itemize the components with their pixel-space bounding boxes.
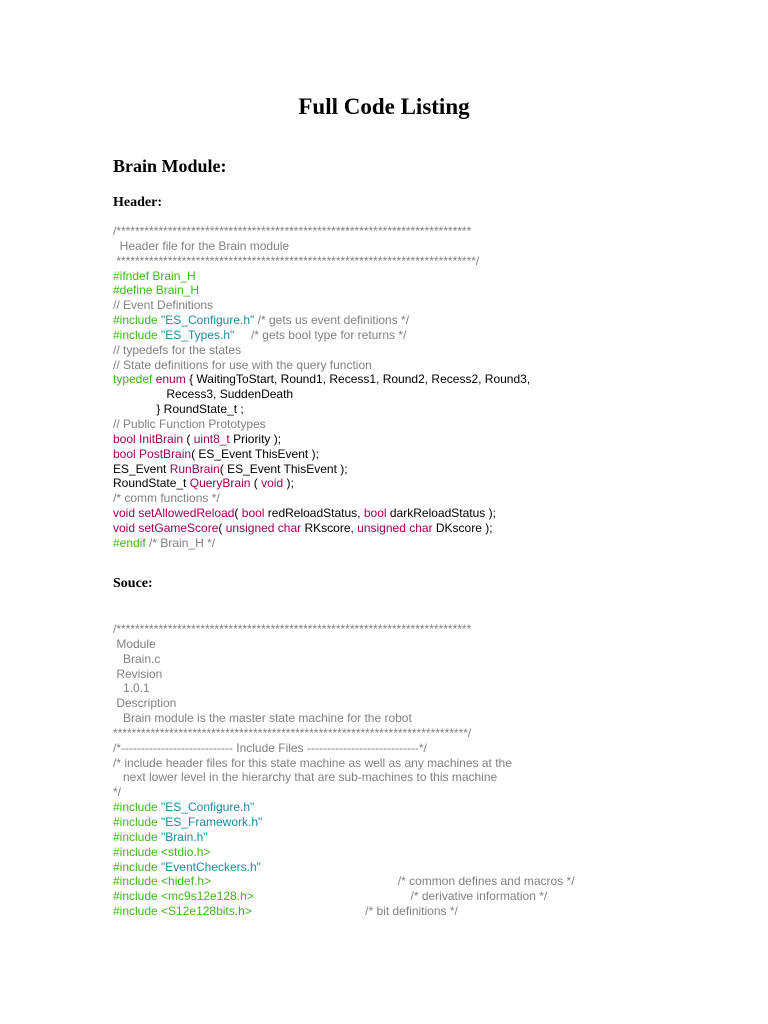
code-token: /**************************************************************************** — [113, 622, 472, 636]
code-line — [113, 889, 713, 904]
code-line — [113, 224, 713, 239]
code-token: } RoundState_t ; — [113, 402, 244, 417]
code-token: setGameScore — [138, 520, 219, 535]
code-token: /* Brain_H */ — [145, 535, 216, 550]
code-token: PostBrain — [139, 446, 192, 461]
code-line — [113, 417, 713, 432]
code-token: #include — [113, 859, 162, 874]
code-token: ( — [183, 431, 194, 446]
code-line — [113, 462, 713, 477]
code-line — [113, 491, 713, 506]
code-token: unsigned char — [357, 520, 433, 535]
code-token: enum — [155, 372, 186, 387]
code-token: typedef — [113, 372, 156, 387]
code-line — [113, 328, 713, 343]
code-token: #include <S12e128bits.h> — [113, 904, 252, 919]
code-token: #include — [113, 313, 162, 328]
header-code-block — [113, 224, 713, 551]
code-token: // typedefs for the states — [113, 342, 242, 357]
section-heading: Brain Module: — [113, 156, 227, 176]
code-token: "Brain.h" — [161, 829, 208, 844]
code-token: Priority ); — [229, 431, 282, 446]
code-token: */ — [113, 785, 122, 800]
code-token: #define Brain_H — [113, 283, 200, 298]
code-token: uint8_t — [193, 431, 230, 446]
source-subheading: Souce: — [113, 576, 153, 591]
code-token: InitBrain — [139, 431, 184, 446]
code-line — [113, 756, 713, 771]
code-token: void — [261, 476, 284, 491]
code-line — [113, 904, 713, 919]
code-token: #endif — [113, 535, 146, 550]
code-line — [113, 726, 713, 741]
code-token: Module — [113, 636, 156, 651]
code-token: /* include header files for this state machine as well as any machines at the — [113, 755, 512, 770]
code-line — [113, 343, 713, 358]
code-token: // State definitions for use with the query function — [113, 357, 372, 372]
code-line — [113, 254, 713, 269]
code-line — [113, 800, 713, 815]
code-token: Description — [113, 696, 177, 711]
code-token: #include <hidef.h> — [113, 874, 212, 889]
code-token: RunBrain — [169, 461, 220, 476]
code-token: darkReloadStatus ); — [386, 506, 496, 521]
code-token: /* derivative information */ — [253, 889, 548, 904]
code-token: // Event Definitions — [113, 298, 214, 313]
code-line — [113, 845, 713, 860]
code-line — [113, 815, 713, 830]
code-token: RKscore, — [301, 520, 358, 535]
code-token: QueryBrain — [189, 476, 251, 491]
code-line — [113, 860, 713, 875]
code-token: Recess3, SuddenDeath — [113, 387, 294, 402]
code-token: #include — [113, 829, 162, 844]
code-token: void — [113, 506, 136, 521]
code-line — [113, 506, 713, 521]
code-token: /* bit definitions */ — [251, 904, 458, 919]
code-line — [113, 652, 713, 667]
code-line — [113, 741, 713, 756]
code-token: "ES_Types.h" — [161, 327, 235, 342]
code-token: #include — [113, 327, 162, 342]
code-line — [113, 447, 713, 462]
code-line — [113, 874, 713, 889]
code-line — [113, 358, 713, 373]
code-line — [113, 387, 713, 402]
code-token: ); — [283, 476, 294, 491]
code-token: bool — [363, 506, 387, 521]
code-line — [113, 681, 713, 696]
code-line — [113, 711, 713, 726]
code-token: "EventCheckers.h" — [161, 859, 261, 874]
code-token: ( — [234, 506, 242, 521]
code-token: DKscore ); — [432, 520, 493, 535]
code-token: Brain.c — [113, 651, 161, 666]
code-line — [113, 298, 713, 313]
code-token: void — [113, 520, 136, 535]
code-line — [113, 622, 713, 637]
code-token: /* gets bool type for returns */ — [234, 327, 407, 342]
code-token: /*---------------------------- Include Files ----------------------------*/ — [113, 740, 427, 755]
code-line — [113, 432, 713, 447]
code-line — [113, 313, 713, 328]
code-token: setAllowedReload — [138, 506, 235, 521]
code-token: #include <stdio.h> — [113, 844, 211, 859]
code-token: 1.0.1 — [113, 681, 150, 696]
header-subheading: Header: — [113, 195, 162, 210]
code-line — [113, 476, 713, 491]
code-token: "ES_Configure.h" — [161, 313, 255, 328]
code-token: /* common defines and macros */ — [211, 874, 575, 889]
code-line — [113, 830, 713, 845]
code-line — [113, 770, 713, 785]
code-token: Brain module is the master state machine for the robot — [113, 711, 412, 726]
code-token: ****************************************************************************/ — [113, 725, 472, 740]
code-token: #include — [113, 800, 162, 815]
code-token: bool — [241, 506, 265, 521]
code-token: /**************************************************************************** — [113, 224, 472, 238]
code-token: "ES_Framework.h" — [161, 814, 263, 829]
code-token: ( — [218, 520, 226, 535]
code-token: next lower level in the hierarchy that are sub-machines to this machine — [113, 770, 498, 785]
code-token: /* gets us event definitions */ — [254, 313, 410, 328]
code-token: #include <mc9s12e128.h> — [113, 889, 254, 904]
code-line — [113, 372, 713, 387]
code-token: unsigned char — [225, 520, 302, 535]
code-line — [113, 667, 713, 682]
code-line — [113, 283, 713, 298]
page-title: Full Code Listing — [298, 94, 470, 119]
code-line — [113, 637, 713, 652]
code-token: #ifndef Brain_H — [113, 268, 196, 283]
code-line — [113, 269, 713, 284]
code-token: RoundState_t — [113, 476, 190, 491]
code-token: ( ES_Event ThisEvent ); — [219, 461, 348, 476]
code-token: ( — [250, 476, 262, 491]
code-line — [113, 785, 713, 800]
code-token: ( ES_Event ThisEvent ); — [191, 446, 319, 461]
code-token: { WaitingToStart, Round1, Recess1, Round2, Recess2, Round3, — [185, 372, 531, 387]
code-token: "ES_Configure.h" — [161, 800, 255, 815]
code-token: Revision — [113, 666, 163, 681]
code-line — [113, 536, 713, 551]
source-code-block — [113, 622, 713, 919]
code-token: bool — [113, 446, 136, 461]
code-token: *****************************************************************************/ — [113, 253, 480, 268]
code-token: bool — [113, 431, 136, 446]
code-token: #include — [113, 814, 162, 829]
code-line — [113, 402, 713, 417]
code-line — [113, 239, 713, 254]
code-token: redReloadStatus, — [264, 506, 364, 521]
code-token: Header file for the Brain module — [113, 238, 290, 253]
code-line — [113, 521, 713, 536]
code-token: ES_Event — [113, 461, 170, 476]
code-line — [113, 696, 713, 711]
code-token: /* comm functions */ — [113, 491, 220, 506]
code-token: // Public Function Prototypes — [113, 416, 266, 431]
